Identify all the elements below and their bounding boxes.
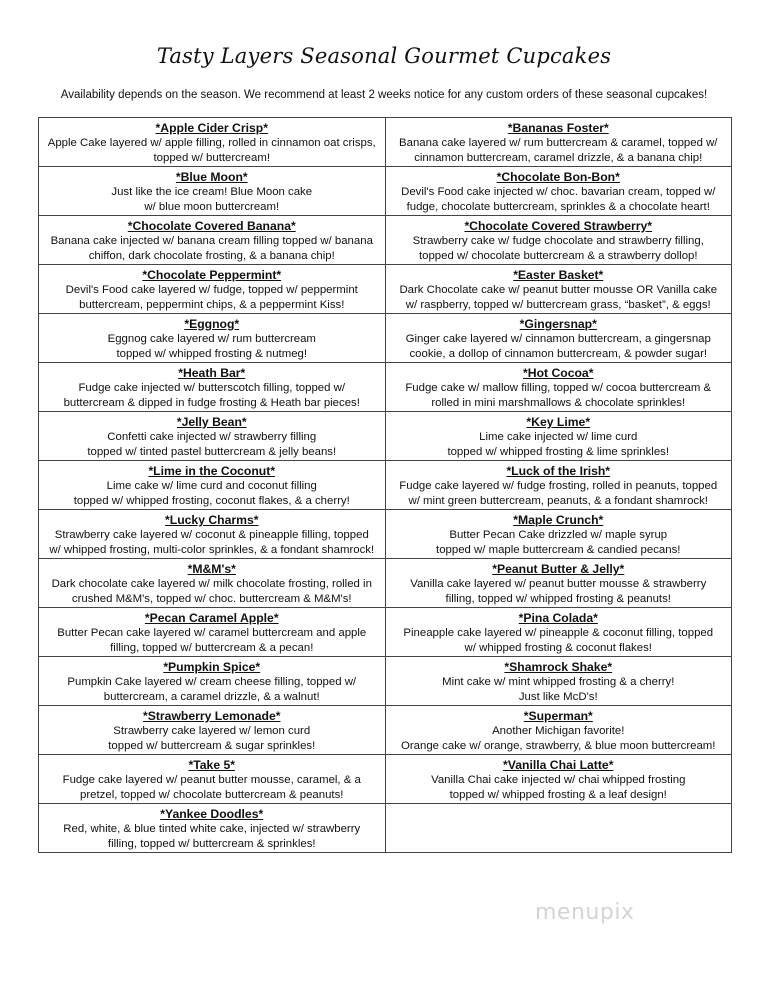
cupcake-name: *Chocolate Covered Strawberry* [464, 219, 653, 233]
page-title: Tasty Layers Seasonal Gourmet Cupcakes [156, 44, 612, 68]
menu-item-cell [39, 265, 386, 314]
cupcake-description-line: Strawberry cake layered w/ coconut & pineapple filling, topped [54, 529, 369, 541]
cupcake-name: *Bananas Foster* [507, 121, 609, 135]
cupcake-description-line: topped w/ whipped frosting & lime sprinkles! [447, 445, 670, 458]
cupcake-name: *Peanut Butter & Jelly* [492, 562, 625, 576]
menu-item-cell [39, 706, 386, 755]
menu-item-cell [385, 510, 732, 559]
cupcake-description-line: Just like the ice cream! Blue Moon cake [111, 186, 313, 198]
cupcake-name: *Heath Bar* [178, 366, 246, 380]
menu-item-cell [385, 608, 732, 657]
cupcake-name: *Superman* [523, 709, 593, 723]
menu-row [39, 510, 732, 559]
menu-item-cell [385, 314, 732, 363]
cupcake-description-line: topped w/ whipped frosting, coconut flakes, & a cherry! [73, 494, 350, 507]
menu-row [39, 706, 732, 755]
cupcake-description-line: Fudge cake w/ mallow filling, topped w/ cocoa buttercream & [405, 382, 712, 394]
cupcake-description-line: Apple Cake layered w/ apple filling, rolled in cinnamon oat crisps, [47, 137, 376, 149]
cupcake-description-line: topped w/ buttercream! [153, 151, 270, 164]
cupcake-description-line: Another Michigan favorite! [492, 725, 625, 737]
cupcake-description-line: buttercream, a caramel drizzle, & a walnut! [103, 690, 320, 703]
cupcake-description-line: topped w/ maple buttercream & candied pecans! [436, 543, 681, 556]
menu-item-cell [39, 216, 386, 265]
menu-row [39, 657, 732, 706]
menu-item-cell [39, 510, 386, 559]
menu-row [39, 608, 732, 657]
cupcake-description-line: Vanilla Chai cake injected w/ chai whipped frosting [431, 774, 686, 786]
cupcake-name: *Lucky Charms* [165, 513, 259, 527]
menu-row [39, 461, 732, 510]
cupcake-name: *M&M's* [187, 562, 236, 576]
menu-row [39, 167, 732, 216]
cupcake-description-line: w/ whipped frosting, multi-color sprinkles, & a fondant shamrock! [49, 543, 375, 556]
cupcake-description-line: w/ blue moon buttercream! [144, 200, 280, 213]
menu-item-cell [39, 118, 386, 167]
cupcake-description-line: topped w/ whipped frosting & nutmeg! [116, 347, 308, 360]
cupcake-name: *Maple Crunch* [513, 513, 604, 527]
cupcake-description-line: topped w/ tinted pastel buttercream & jelly beans! [87, 445, 337, 458]
cupcake-description-line: cinnamon buttercream, caramel drizzle, & a banana chip! [414, 151, 703, 164]
cupcake-description-line: w/ mint green buttercream, peanuts, & a fondant shamrock! [408, 494, 708, 507]
cupcake-description-line: Lime cake w/ lime curd and coconut filling [106, 480, 317, 492]
menu-item-cell [385, 265, 732, 314]
cupcake-description-line: Ginger cake layered w/ cinnamon buttercream, a gingersnap [405, 333, 711, 345]
cupcake-name: *Take 5* [188, 758, 236, 772]
menu-item-cell [385, 559, 732, 608]
menu-row [39, 216, 732, 265]
menu-item-cell [385, 412, 732, 461]
menu-item-cell [39, 314, 386, 363]
cupcake-description-line: w/ whipped frosting & coconut flakes! [464, 641, 652, 654]
menu-item-cell [385, 363, 732, 412]
cupcake-description-line: crushed M&M's, topped w/ choc. buttercream & M&M's! [71, 592, 352, 605]
cupcake-description-line: Eggnog cake layered w/ rum buttercream [107, 333, 316, 345]
menu-item-cell [39, 412, 386, 461]
cupcake-description-line: Pumpkin Cake layered w/ cream cheese filling, topped w/ [67, 676, 357, 688]
menu-row [39, 412, 732, 461]
menu-item-cell [39, 559, 386, 608]
menu-item-cell [385, 461, 732, 510]
cupcake-description-line: Fudge cake injected w/ butterscotch filling, topped w/ [78, 382, 346, 394]
menu-item-cell [39, 804, 386, 853]
menu-row [39, 804, 732, 853]
cupcake-name: *Jelly Bean* [176, 415, 247, 429]
cupcake-description-line: Banana cake injected w/ banana cream filling topped w/ banana [50, 235, 373, 247]
cupcake-name: *Gingersnap* [519, 317, 597, 331]
cupcake-description-line: Orange cake w/ orange, strawberry, & blue moon buttercream! [401, 739, 716, 752]
cupcake-description-line: w/ raspberry, topped w/ buttercream grass, “basket”, & eggs! [405, 298, 711, 311]
cupcake-description-line: Red, white, & blue tinted white cake, injected w/ strawberry [63, 823, 361, 835]
availability-note: Availability depends on the season. We recommend at least 2 weeks notice for any custom orders of these seasonal cupcakes! [60, 89, 708, 101]
cupcake-name: *Pina Colada* [518, 611, 598, 625]
menu-row [39, 755, 732, 804]
menu-row [39, 265, 732, 314]
cupcake-description-line: Dark chocolate cake layered w/ milk chocolate frosting, rolled in [51, 578, 372, 590]
menu-item-cell [385, 706, 732, 755]
empty-cell [385, 804, 732, 853]
cupcake-description-line: buttercream, peppermint chips, & a peppermint Kiss! [79, 298, 345, 311]
cupcake-description-line: Dark Chocolate cake w/ peanut butter mousse OR Vanilla cake [399, 284, 718, 296]
cupcake-name: *Yankee Doodles* [160, 807, 264, 821]
cupcake-name: *Blue Moon* [175, 170, 248, 184]
cupcake-name: *Lime in the Coconut* [148, 464, 276, 478]
menu-item-cell [39, 167, 386, 216]
menupix-watermark: menupix [535, 900, 635, 925]
menu-row [39, 118, 732, 167]
cupcake-name: *Pecan Caramel Apple* [144, 611, 279, 625]
menu-row [39, 559, 732, 608]
cupcake-name: *Eggnog* [184, 317, 240, 331]
cupcake-description-line: topped w/ chocolate buttercream & a strawberry dollop! [418, 249, 698, 262]
cupcake-name: *Key Lime* [526, 415, 591, 429]
cupcake-description-line: topped w/ whipped frosting & a leaf design! [449, 788, 667, 801]
cupcake-description-line: Devil's Food cake layered w/ fudge, topped w/ peppermint [65, 284, 358, 296]
cupcake-description-line: Pineapple cake layered w/ pineapple & coconut filling, topped [403, 627, 714, 639]
cupcake-name: *Apple Cider Crisp* [155, 121, 268, 135]
menu-row [39, 363, 732, 412]
cupcake-description-line: Strawberry cake w/ fudge chocolate and strawberry filling, [412, 235, 704, 247]
cupcake-description-line: filling, topped w/ buttercream & sprinkles! [107, 837, 316, 850]
cupcake-description-line: chiffon, dark chocolate frosting, & a banana chip! [88, 249, 335, 262]
menu-item-cell [385, 755, 732, 804]
menu-item-cell [39, 461, 386, 510]
cupcake-name: *Vanilla Chai Latte* [503, 758, 614, 772]
cupcake-description-line: Just like McD's! [518, 690, 598, 703]
cupcake-description-line: filling, topped w/ whipped frosting & peanuts! [445, 592, 671, 605]
cupcake-description-line: Fudge cake layered w/ peanut butter mousse, caramel, & a [62, 774, 361, 786]
cupcake-description-line: topped w/ buttercream & sugar sprinkles! [108, 739, 316, 752]
cupcake-name: *Strawberry Lemonade* [143, 709, 281, 723]
cupcake-description-line: buttercream & dipped in fudge frosting & Heath bar pieces! [63, 396, 360, 409]
menu-item-cell [39, 363, 386, 412]
cupcake-description-line: pretzel, topped w/ chocolate buttercream & peanuts! [80, 788, 344, 801]
cupcake-description-line: Confetti cake injected w/ strawberry filling [107, 431, 317, 443]
cupcake-description-line: fudge, chocolate buttercream, sprinkles & a chocolate heart! [406, 200, 710, 213]
cupcake-description-line: cookie, a dollop of cinnamon buttercream, & powder sugar! [409, 347, 708, 360]
cupcake-name: *Chocolate Covered Banana* [127, 219, 296, 233]
cupcake-name: *Luck of the Irish* [506, 464, 611, 478]
cupcake-description-line: Lime cake injected w/ lime curd [479, 431, 638, 443]
cupcake-description-line: Banana cake layered w/ rum buttercream & caramel, topped w/ [399, 137, 718, 149]
cupcake-description-line: Butter Pecan cake layered w/ caramel buttercream and apple [57, 627, 367, 639]
cupcake-name: *Pumpkin Spice* [163, 660, 261, 674]
cupcake-menu-table [38, 117, 732, 853]
menu-item-cell [385, 216, 732, 265]
menu-item-cell [385, 118, 732, 167]
cupcake-description-line: rolled in mini marshmallows & chocolate sprinkles! [431, 396, 686, 409]
cupcake-name: *Chocolate Bon-Bon* [496, 170, 620, 184]
menu-table-body [39, 118, 732, 853]
cupcake-description-line: Strawberry cake layered w/ lemon curd [113, 725, 311, 737]
cupcake-description-line: Butter Pecan Cake drizzled w/ maple syrup [449, 529, 668, 541]
menu-item-cell [39, 608, 386, 657]
cupcake-description-line: Fudge cake layered w/ fudge frosting, rolled in peanuts, topped [399, 480, 718, 492]
cupcake-description-line: Devil's Food cake injected w/ choc. bavarian cream, topped w/ [401, 186, 716, 198]
menu-item-cell [39, 755, 386, 804]
menu-item-cell [39, 657, 386, 706]
cupcake-name: *Chocolate Peppermint* [142, 268, 282, 282]
cupcake-description-line: Mint cake w/ mint whipped frosting & a cherry! [442, 676, 675, 688]
cupcake-name: *Easter Basket* [513, 268, 604, 282]
cupcake-name: *Shamrock Shake* [504, 660, 613, 674]
menu-item-cell [385, 167, 732, 216]
menu-row [39, 314, 732, 363]
cupcake-description-line: Vanilla cake layered w/ peanut butter mousse & strawberry [410, 578, 707, 590]
cupcake-name: *Hot Cocoa* [523, 366, 594, 380]
cupcake-description-line: filling, topped w/ buttercream & a pecan! [110, 641, 314, 654]
menu-item-cell [385, 657, 732, 706]
